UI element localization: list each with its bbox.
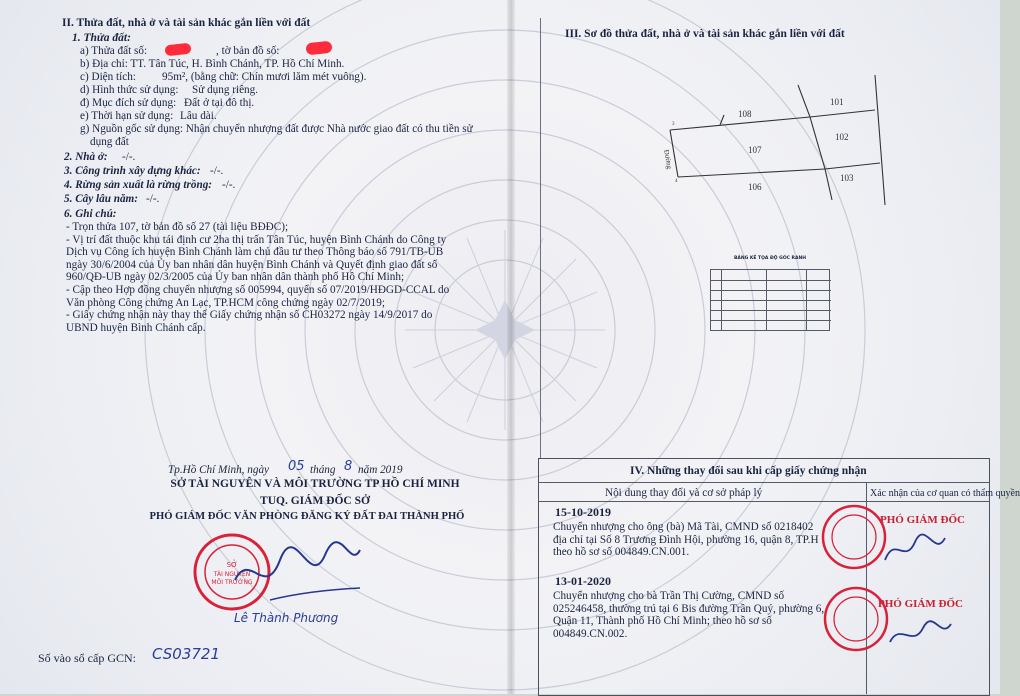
change-line: theo hồ sơ số 004849.CN.001. [553,546,690,559]
right-frame-line [540,18,541,458]
changes-col-confirm-header: Xác nhận của cơ quan có thẩm quyền [870,488,1020,499]
note-line: - Cập theo Hợp đồng chuyển nhượng số 005994, quyển số 07/2019/HĐGD-CCAL do [66,283,450,296]
change-seal-stamp-1 [820,503,888,571]
change-line: địa chỉ tại Số 8 Trương Đình Hội, phường 16, quận 8, TP.H [553,533,819,546]
coordinate-table [710,256,830,331]
use-form-value: Sử dụng riêng. [192,84,259,96]
use-term-label: e) Thời hạn sử dụng: [80,110,174,122]
coord-table-title: BẢNG KÊ TỌA ĐỘ GÓC RANH [733,256,807,261]
authority-title: PHÓ GIÁM ĐỐC VĂN PHÒNG ĐĂNG KÝ ĐẤT ĐAI THÀNH PHỐ [149,511,465,522]
authority-name: SỞ TÀI NGUYÊN VÀ MÔI TRƯỜNG TP HỒ CHÍ MINH [170,478,460,490]
change-line: 025246458, thường trú tại 6 Bis đường Trần Quý, phường 6, [553,602,825,615]
note-line: Dịch vụ Công ích huyện Bình Chánh làm chủ đầu tư theo Thông báo số 791/TB-UB [66,246,444,259]
change-line: 004849.CN.002. [553,627,628,640]
plot-label-101: 101 [830,97,844,107]
road-label: Đường [662,149,674,170]
note-line: UBND huyện Bình Chánh cấp. [66,321,206,334]
plot-label-106: 106 [748,182,762,192]
plot-label-107: 107 [748,145,762,155]
use-form-label: d) Hình thức sử dụng: [80,84,179,96]
svg-text:3: 3 [672,122,675,127]
plot-label-103: 103 [840,173,854,183]
parcel-number-label: a) Thửa đất số: [80,45,148,57]
change-seal-stamp-2 [822,585,890,653]
registry-number: CS03721 [152,645,220,663]
land-parcel-heading: 1. Thửa đất: [72,32,131,44]
change-line: Quận 11, Thành phố Hồ Chí Minh; theo hồ sơ số [553,615,772,628]
issue-day: 05 [288,459,305,474]
address-text: b) Địa chỉ: TT. Tân Túc, H. Bình Chánh, TP. Hồ Chí Minh. [80,58,345,70]
use-purpose-value: Đất ở tại đô thị. [184,97,255,109]
note-line: Văn phòng Công chứng An Lạc, TP.HCM công chứng ngày 02/7/2019; [66,296,385,309]
signer-name: Lê Thành Phương [234,611,339,625]
perennial-heading: 5. Cây lâu năm: [64,193,138,205]
land-plot-diagram [660,55,910,225]
other-works-value: -/-. [210,165,224,177]
svg-text:MÔI TRƯỜNG: MÔI TRƯỜNG [211,579,253,586]
change-entry-1 [553,521,865,559]
note-line: - Vị trí đất thuộc khu tái định cư 2ha thị trấn Tân Túc, huyện Bình Chánh do Công ty [66,233,447,246]
plot-label-108: 108 [738,109,752,119]
origin-text-cont: dụng đất [90,136,129,148]
house-heading: 2. Nhà ở: [64,151,108,163]
area-label: c) Diện tích: [80,71,136,83]
svg-text:4: 4 [675,179,678,184]
authority-tuq: TUQ. GIÁM ĐỐC SỞ [260,495,370,507]
note-line: ngày 30/6/2004 của Ủy ban nhân dân huyện Bình Chánh và Quyết định giao đất số [66,258,438,271]
change-date-1: 15-10-2019 [555,505,611,519]
plot-label-102: 102 [835,132,849,142]
change-line: Chuyển nhượng cho bà Trần Thị Cường, CMND số [553,590,785,602]
change-signature-2 [885,614,955,654]
other-works-heading: 3. Công trình xây dựng khác: [64,165,201,177]
change-date-2: 13-01-2020 [555,574,611,588]
issue-month-label: tháng [310,464,336,476]
svg-text:SỞ: SỞ [226,561,238,569]
area-value: 95m², (bằng chữ: Chín mươi lăm mét vuông). [162,71,367,83]
confirm-title-2: PHÓ GIÁM ĐỐC [878,598,963,610]
perennial-value: -/-. [146,193,160,205]
issue-month: 8 [344,459,353,474]
change-entry-2 [553,590,865,640]
section-title-changes: IV. Những thay đổi sau khi cấp giấy chứng nhận [630,465,867,477]
notes-block [66,221,506,334]
use-term-value: Lâu dài. [180,110,217,122]
note-line: 960/QĐ-UB ngày 02/3/2005 của Ủy ban nhân dân thành phố Hồ Chí Minh; [66,271,405,284]
change-signature-1 [880,530,950,570]
note-line: - Giấy chứng nhận này thay thế Giấy chứng nhận số CH03272 ngày 14/9/2017 do [66,309,433,322]
coord-table-grid [710,269,830,331]
note-line: - Trọn thửa 107, tờ bản đồ số 27 (tài liệu BĐĐC); [66,221,289,233]
changes-col-content-header: Nội dung thay đổi và cơ sở pháp lý [605,487,763,499]
change-line: Chuyển nhượng cho ông (bà) Mã Tài, CMND số 0218402 [553,521,814,533]
notes-heading: 6. Ghi chú: [64,208,117,220]
confirm-title-1: PHÓ GIÁM ĐỐC [880,514,965,526]
registry-label: Số vào sổ cấp GCN: [38,651,136,665]
section-title-land: II. Thửa đất, nhà ở và tài sản khác gắn liền với đất [62,17,311,29]
section-title-diagram: III. Sơ đồ thửa đất, nhà ở và tài sản khác gắn liền với đất [565,28,845,40]
forest-value: -/-. [222,179,236,191]
use-purpose-label: đ) Mục đích sử dụng: [80,97,177,109]
page-fold [507,0,515,694]
forest-heading: 4. Rừng sản xuất là rừng trồng: [64,179,213,191]
issue-place: Tp.Hồ Chí Minh, ngày [168,464,269,476]
origin-text: g) Nguồn gốc sử dụng: Nhận chuyển nhượng đất được Nhà nước giao đất có thu tiền sử [80,123,473,135]
svg-text:TÀI NGUYÊN: TÀI NGUYÊN [213,571,251,578]
map-sheet-label: , tờ bản đồ số: [216,45,280,57]
signature-scribble [230,540,370,610]
issue-year: năm 2019 [358,464,403,476]
house-value: -/-. [122,151,136,163]
